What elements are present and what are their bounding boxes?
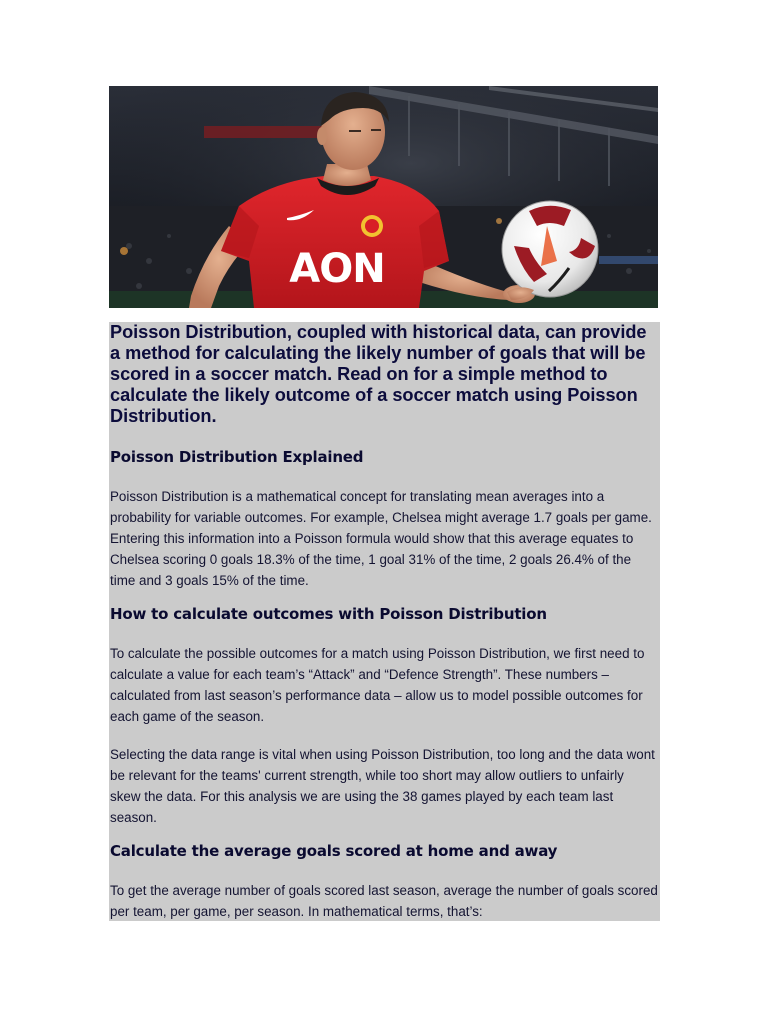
hero-photo-illustration (109, 86, 658, 308)
section-heading-average-goals: Calculate the average goals scored at home and away (110, 842, 558, 860)
section-paragraph: To get the average number of goals scored last season, average the number of goals scored per team, per game, per season. In mathematical terms, that’s: (110, 883, 658, 919)
svg-text:AON: AON (289, 246, 385, 292)
section-heading-explained: Poisson Distribution Explained (110, 448, 364, 466)
hero-photo (109, 86, 658, 308)
section-heading-calculate-outcomes: How to calculate outcomes with Poisson Distribution (110, 605, 547, 623)
article-block (109, 322, 660, 921)
section-paragraph: Poisson Distribution is a mathematical concept for translating mean averages into a probability for variable outcomes. For example, Chelsea might average 1.7 goals per game. Entering this information into a Poisson formula would show that this average equates to Chelsea scoring 0 goals 18.3% of the time, 1 goal 31% of the time, 2 goals 26.4% of the time and 3 goals 15% of the time. (110, 489, 652, 588)
lead-paragraph: Poisson Distribution, coupled with historical data, can provide a method for calculating the likely number of goals that will be scored in a soccer match. Read on for a simple method to calculate the likely outcome of a soccer match using Poisson Distribution. (110, 322, 647, 426)
section-paragraph: To calculate the possible outcomes for a match using Poisson Distribution, we first need to calculate a value for each team’s “Attack” and “Defence Strength”. These numbers – calculated from last season’s performance data – allow us to model possible outcomes for each game of the season. (110, 646, 645, 724)
section-paragraph: Selecting the data range is vital when using Poisson Distribution, too long and the data wont be relevant for the teams' current strength, while too short may allow outliers to unfairly skew the data. For this analysis we are using the 38 games played by each team last season. (110, 747, 655, 825)
